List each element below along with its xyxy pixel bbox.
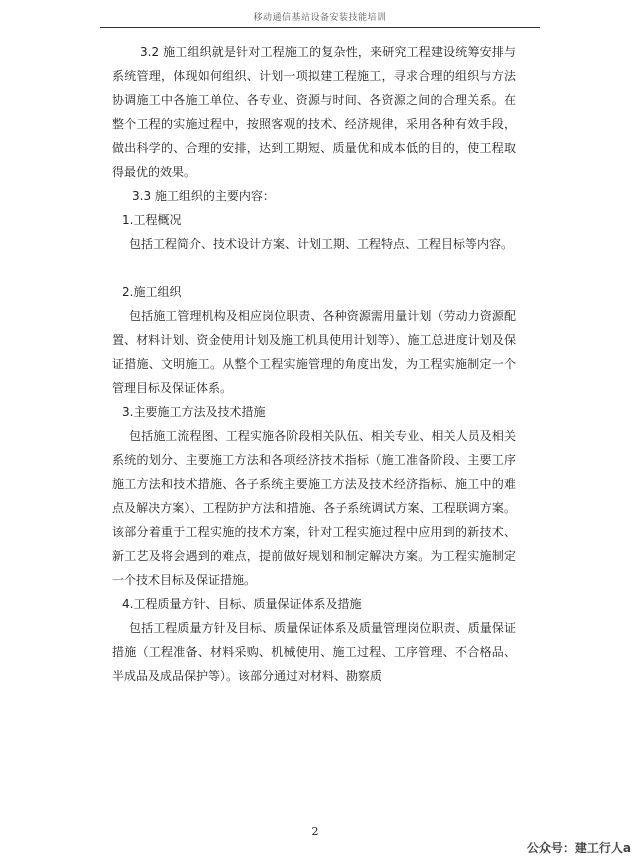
page-number: 2 <box>311 825 319 838</box>
paragraph-3-3-heading: 3.3 施工组织的主要内容： <box>132 189 275 203</box>
document-body <box>112 40 516 688</box>
section-body-1: 包括工程简介、技术设计方案、计划工期、工程特点、工程目标等内容。 <box>129 237 514 251</box>
page-header-title: 移动通信基站设备安装技能培训 <box>253 13 387 23</box>
section-body-4: 包括工程质量方针及目标、质量保证体系及质量管理岗位职责、质量保证措施（工程准备、材料采购、机械使用、施工过程、工序管理、不合格品、半成品及成品保护等）。该部分通过对材料、勘察质 <box>112 621 516 683</box>
section-heading-2: 2.施工组织 <box>122 285 182 299</box>
section-heading-1: 1.工程概况 <box>122 213 182 227</box>
section-body-2: 包括施工管理机构及相应岗位职责、各种资源需用量计划（劳动力资源配置、材料计划、资金使用计划及施工机具使用计划等）、施工总进度计划及保证措施、文明施工。从整个工程实施管理的角度出发，为工程实施制定一个管理目标及保证体系。 <box>112 309 516 395</box>
paragraph-3-2: 3.2 施工组织就是针对工程施工的复杂性，来研究工程建设统筹安排与系统管理，体现如何组织、计划一项拟建工程施工，寻求合理的组织与方法协调施工中各施工单位、各专业、资源与时间、各资源之间的合理关系。在整个工程的实施过程中，按照客观的技术、经济规律，采用各种有效手段，做出科学的、合理的安排，达到工期短、质量优和成本低的目的，使工程取得最优的效果。 <box>112 45 516 179</box>
section-body-3: 包括施工流程图、工程实施各阶段相关队伍、相关专业、相关人员及相关系统的划分、主要施工方法和各项经济技术指标（施工准备阶段、主要工序施工方法和技术措施、各子系统主要施工方法及技术经济指标、施工中的难点及解决方案）、工程防护方法和措施、各子系统调试方案、工程联调方案。该部分着重于工程实施的技术方案，针对工程实施过程中应用到的新技术、新工艺及将会遇到的难点，提前做好规划和制定解决方案。为工程实施制定一个技术目标及保证措施。 <box>112 429 516 587</box>
header-divider <box>100 27 540 28</box>
section-heading-3: 3.主要施工方法及技术措施 <box>122 405 266 419</box>
section-heading-4: 4.工程质量方针、目标、质量保证体系及措施 <box>122 597 362 611</box>
watermark-text: 公众号：建工行人a <box>524 838 634 857</box>
